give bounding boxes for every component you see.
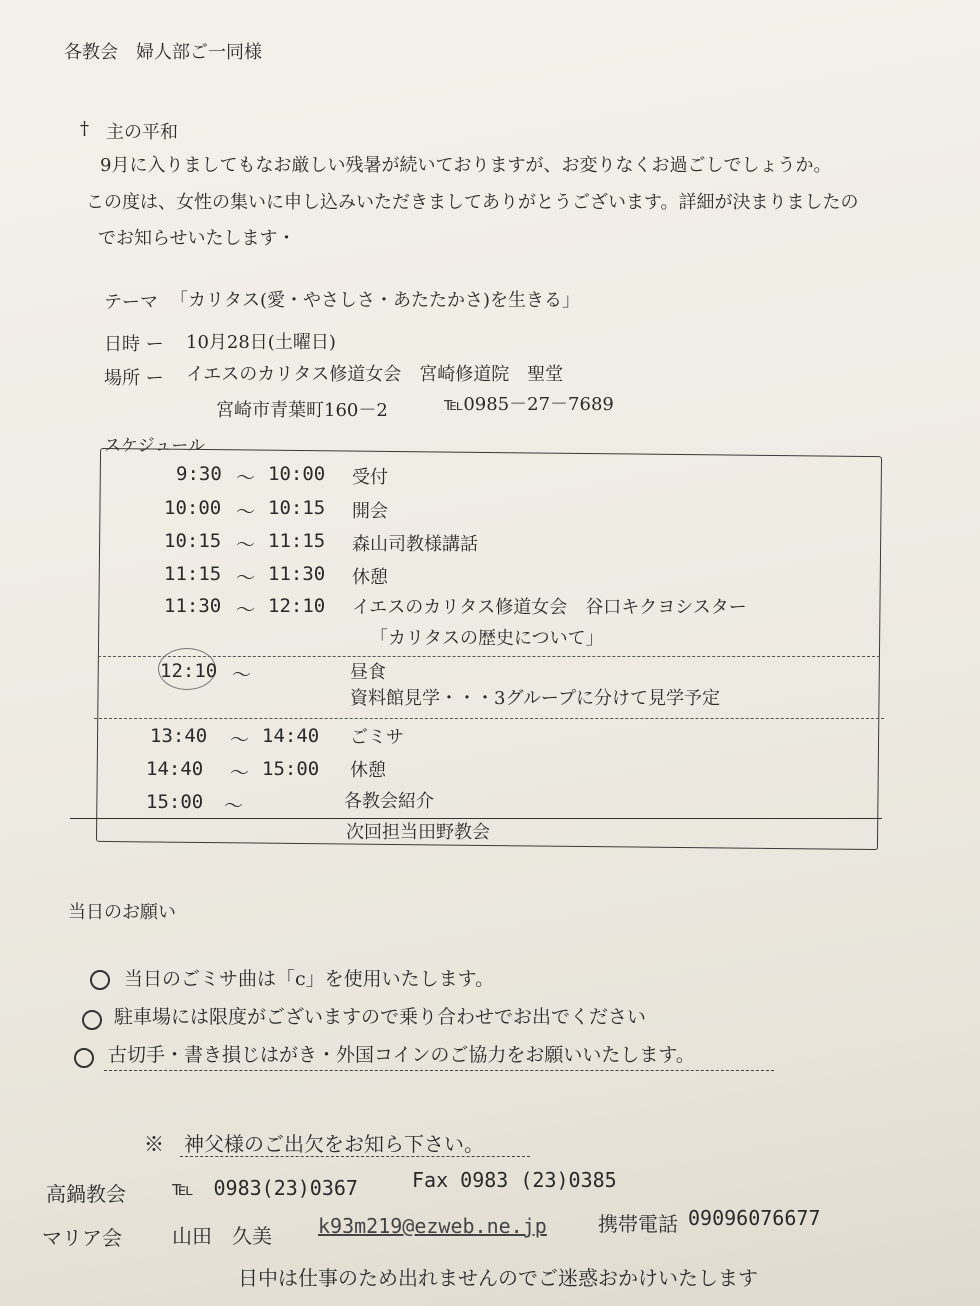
request-item: 当日のごミサ曲は「c」を使用いたします。	[124, 968, 495, 990]
place-text: イエスのカリタス修道女会 宮崎修道院 聖堂	[186, 364, 564, 385]
bullet-circle-icon	[74, 1048, 94, 1068]
sched-end: 11:15	[268, 530, 326, 552]
sched-item: ごミサ	[350, 727, 404, 748]
schedule-divider	[98, 656, 880, 657]
group-name: マリア会	[42, 1226, 122, 1250]
cross-symbol: †	[80, 118, 89, 139]
church-tel: ℡ 0983(23)0367	[172, 1176, 358, 1200]
handwritten-underline	[104, 1070, 774, 1071]
sched-item: イエスのカリタス修道女会 谷口キクヨシスター	[352, 597, 747, 618]
sched-item: 資料館見学・・・3グループに分けて見学予定	[350, 688, 721, 709]
sched-end: 10:15	[268, 497, 326, 519]
sched-sep: ～	[230, 762, 250, 784]
addressee: 各教会 婦人部ご一同様	[64, 42, 262, 63]
sched-item: 休憩	[350, 760, 386, 781]
daytime-note: 日中は仕事のため出れませんのでご迷惑おかけいたします	[238, 1266, 758, 1290]
mobile-label: 携帯電話	[598, 1212, 678, 1236]
sched-item: 次回担当田野教会	[346, 822, 490, 843]
sched-end: 14:40	[262, 725, 320, 747]
sched-start: 9:30	[176, 463, 222, 485]
schedule-divider	[94, 718, 884, 719]
handwritten-underline	[180, 1156, 530, 1157]
sched-sep: ～	[236, 501, 256, 523]
greeting-line-1: 9月に入りましてもなお厳しい残暑が続いておりますが、お変りなくお過ごしでしょうか。	[100, 155, 832, 176]
sched-end: 10:00	[268, 463, 326, 485]
sched-start: 15:00	[146, 791, 204, 813]
sched-sep: ～	[236, 599, 256, 621]
sched-start: 12:10	[160, 660, 218, 682]
mobile-number: 09096076677	[688, 1206, 821, 1230]
sched-end: 12:10	[268, 595, 326, 617]
sched-start: 14:40	[146, 758, 204, 780]
request-item: 古切手・書き損じはがき・外国コインのご協力をお願いいたします。	[108, 1044, 695, 1066]
greeting-peace: 主の平和	[106, 122, 178, 143]
sched-sep: ～	[224, 795, 244, 817]
sched-start: 13:40	[150, 725, 208, 747]
person-name: 山田 久美	[172, 1224, 272, 1248]
bullet-circle-icon	[90, 970, 110, 990]
sched-end: 11:30	[268, 563, 326, 585]
sched-start: 10:15	[164, 530, 222, 552]
sched-item: 休憩	[352, 567, 388, 588]
sched-start: 11:30	[164, 595, 222, 617]
sched-item: 森山司教様講話	[352, 534, 478, 555]
sched-item: 受付	[352, 467, 388, 488]
place-label: 場所 ー	[104, 368, 164, 389]
sched-item: 「カリタスの歴史について」	[370, 628, 604, 649]
address-text: 宮崎市青葉町160－2	[216, 400, 388, 421]
sched-item: 開会	[352, 501, 388, 522]
sched-sep: ～	[230, 729, 250, 751]
theme-label: テーマ	[104, 292, 158, 313]
bullet-circle-icon	[82, 1010, 102, 1030]
greeting-line-2: この度は、女性の集いに申し込みいただきましてありがとうございます。詳細が決まりましたの	[86, 192, 859, 213]
tel-text: ℡0985－27－7689	[444, 394, 614, 415]
theme-text: 「カリタス(愛・やさしさ・あたたかさ)を生きる」	[170, 290, 581, 311]
footer-notice: ※ 神父様のご出欠をお知ら下さい。	[144, 1132, 484, 1156]
request-item: 駐車場には限度がございますので乗り合わせでお出でください	[114, 1006, 647, 1028]
email-link[interactable]: k93m219@ezweb.ne.jp	[318, 1214, 547, 1238]
date-label: 日時 ー	[104, 334, 164, 355]
greeting-line-3: でお知らせいたします・	[98, 228, 296, 249]
sched-start: 10:00	[164, 497, 222, 519]
sched-item: 各教会紹介	[344, 791, 434, 812]
church-fax: Fax 0983 (23)0385	[412, 1168, 617, 1192]
sched-sep: ～	[232, 664, 252, 686]
sched-start: 11:15	[164, 563, 222, 585]
schedule-title: スケジュール	[104, 436, 205, 456]
date-text: 10月28日(土曜日)	[186, 332, 336, 353]
sched-sep: ～	[236, 534, 256, 556]
sched-sep: ～	[236, 467, 256, 489]
requests-title: 当日のお願い	[68, 902, 176, 923]
church-name: 高鍋教会	[46, 1182, 126, 1206]
sched-end: 15:00	[262, 758, 320, 780]
sched-sep: ～	[236, 567, 256, 589]
sched-item: 昼食	[350, 662, 386, 683]
